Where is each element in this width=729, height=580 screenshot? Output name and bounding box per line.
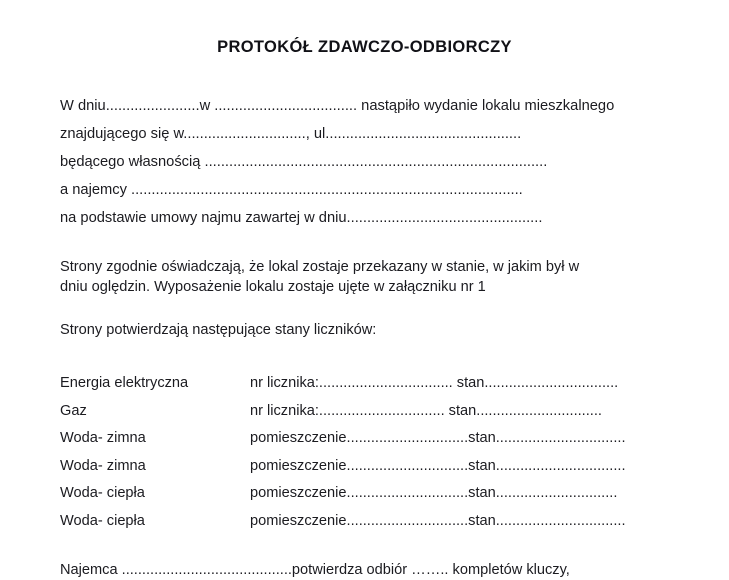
meter-readings-table bbox=[60, 370, 672, 535]
statement-paragraph bbox=[60, 258, 672, 297]
table-row bbox=[60, 480, 672, 508]
fill-in-line: będącego własnością .................................................................................... bbox=[60, 154, 548, 170]
document-body bbox=[60, 92, 672, 580]
table-row bbox=[60, 398, 672, 426]
meters-intro-text: Strony potwierdzają następujące stany liczników: bbox=[60, 322, 377, 338]
meter-detail: pomieszczenie..............................stan................................ bbox=[250, 512, 626, 529]
table-row bbox=[60, 453, 672, 481]
meter-detail: nr licznika:................................. stan................................. bbox=[250, 375, 619, 391]
meter-detail: pomieszczenie..............................stan.............................. bbox=[250, 485, 618, 501]
table-row bbox=[60, 370, 672, 398]
page-title: PROTOKÓŁ ZDAWCZO-ODBIORCZY bbox=[217, 38, 512, 56]
fill-in-line: znajdującego się w.............................., ul................................................ bbox=[60, 126, 522, 142]
meter-detail: nr licznika:............................... stan............................... bbox=[250, 402, 602, 419]
table-row bbox=[60, 425, 672, 453]
meter-label: Woda- ciepła bbox=[60, 512, 145, 529]
meter-label: Energia elektryczna bbox=[60, 375, 189, 391]
table-row bbox=[60, 508, 672, 536]
statement-paragraph-line: Strony zgodnie oświadczają, że lokal zostaje przekazany w stanie, w jakim był w bbox=[60, 259, 580, 275]
meter-label: Gaz bbox=[60, 402, 87, 419]
fill-in-line: na podstawie umowy najmu zawartej w dniu................................................ bbox=[60, 210, 543, 226]
meter-label: Woda- zimna bbox=[60, 430, 146, 446]
keys-handover-line: Najemca ..........................................potwierdza odbiór …….. kompletów kluczy, bbox=[60, 562, 570, 578]
meter-detail: pomieszczenie..............................stan................................ bbox=[250, 457, 626, 474]
fill-in-line: a najemcy ................................................................................................ bbox=[60, 182, 523, 198]
statement-paragraph-line: dniu oględzin. Wyposażenie lokalu zostaje ujęte w załączniku nr 1 bbox=[60, 278, 486, 295]
meter-label: Woda- zimna bbox=[60, 457, 146, 474]
meter-detail: pomieszczenie..............................stan................................ bbox=[250, 430, 626, 446]
fill-in-line: W dniu.......................w ................................... nastąpiło wydanie lokalu mieszkalnego bbox=[60, 98, 615, 114]
meter-label: Woda- ciepła bbox=[60, 485, 145, 501]
fill-in-lines-group bbox=[60, 92, 672, 232]
